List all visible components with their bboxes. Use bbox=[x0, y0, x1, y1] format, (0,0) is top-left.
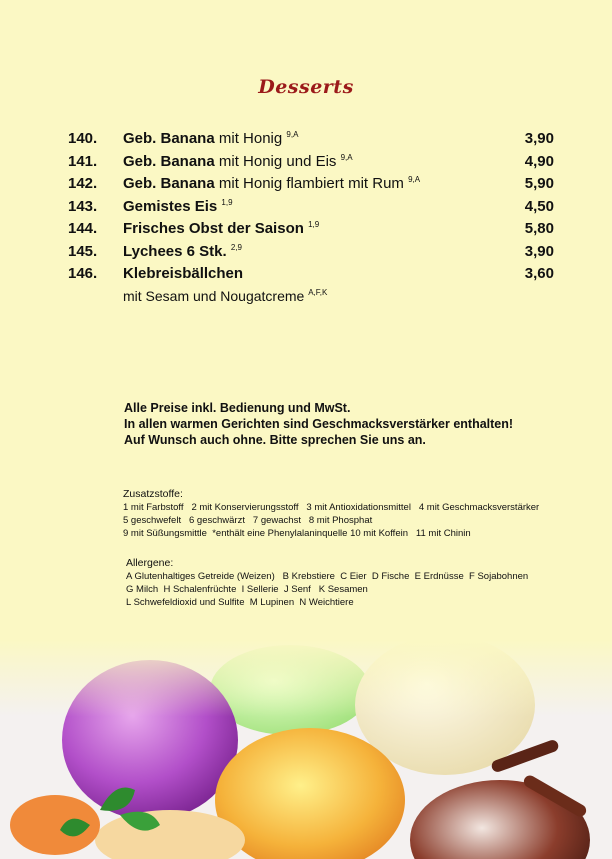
item-number: 141. bbox=[68, 152, 98, 170]
item-number: 145. bbox=[68, 242, 98, 260]
item-number: 146. bbox=[68, 265, 98, 282]
price-notice: Alle Preise inkl. Bedienung und MwSt. In allen warmen Gerichten sind Geschmacksverstärker enthalten! Auf Wunsch auch ohne. Bitte sprechen Sie uns an. bbox=[124, 401, 514, 447]
item-price: 5,80 bbox=[524, 220, 554, 237]
item-name: Geb. Banana mit Honig und Eis $^{9,A}$ bbox=[123, 152, 353, 170]
item-price: 5,90 bbox=[524, 175, 554, 192]
additives-legend: Zusatzstoffe: 1 mit Farbstoff 2 mit Konservierungsstoff 3 mit Antioxidationsmittel 4 mit Geschmacksverstärker 5 geschwefelt 6 geschwärzt 7 gewachst 8 mit Phosphat 9 mit Süßungsmittle *enthält eine Phenylalaninquelle 10 mit Koffein 11 mit Chinin bbox=[123, 488, 540, 539]
item-name: Geb. Banana mit Honig $^{9,A}$ bbox=[123, 130, 299, 147]
item-price: 3,90 bbox=[524, 130, 554, 147]
item-price: 3,60 bbox=[524, 265, 554, 282]
item-price: 3,90 bbox=[524, 242, 554, 260]
item-number: 142. bbox=[68, 175, 98, 192]
item-number: 140. bbox=[68, 130, 98, 147]
menu-item bbox=[0, 263, 612, 286]
item-description: mit Sesam und Nougatcreme $^{A,F,K}$ bbox=[123, 288, 328, 304]
item-price: 4,90 bbox=[524, 152, 554, 170]
item-name: Lychees 6 Stk. $^{2,9}$ bbox=[123, 242, 242, 260]
dessert-menu bbox=[0, 128, 612, 304]
item-price: 4,50 bbox=[524, 197, 554, 215]
menu-item bbox=[0, 173, 612, 196]
allergens-heading: Allergene: bbox=[126, 557, 174, 569]
menu-item bbox=[0, 151, 612, 174]
additives-heading: Zusatzstoffe: bbox=[123, 488, 183, 500]
menu-item bbox=[0, 218, 612, 241]
page-title: Desserts bbox=[258, 76, 354, 98]
menu-item bbox=[0, 241, 612, 264]
item-number: 144. bbox=[68, 220, 98, 237]
menu-item bbox=[0, 128, 612, 151]
ice-cream-photo bbox=[0, 640, 612, 859]
allergens-legend: Allergene: A Glutenhaltiges Getreide (Weizen) B Krebstiere C Eier D Fische E Erdnüsse F Sojabohnen G Milch H Schalenfrüchte I Sellerie J Senf K Sesamen L Schwefeldioxid und Sulfite M Lupinen N Weichtiere bbox=[126, 557, 529, 608]
item-number: 143. bbox=[68, 197, 98, 215]
item-name: Gemistes Eis $^{1,9}$ bbox=[123, 197, 233, 215]
item-name: Frisches Obst der Saison $^{1,9}$ bbox=[123, 220, 320, 237]
item-name: Klebreisbällchen bbox=[123, 265, 244, 282]
item-name: Geb. Banana mit Honig flambiert mit Rum $^{9,A}$ bbox=[123, 175, 421, 192]
menu-item bbox=[0, 196, 612, 219]
